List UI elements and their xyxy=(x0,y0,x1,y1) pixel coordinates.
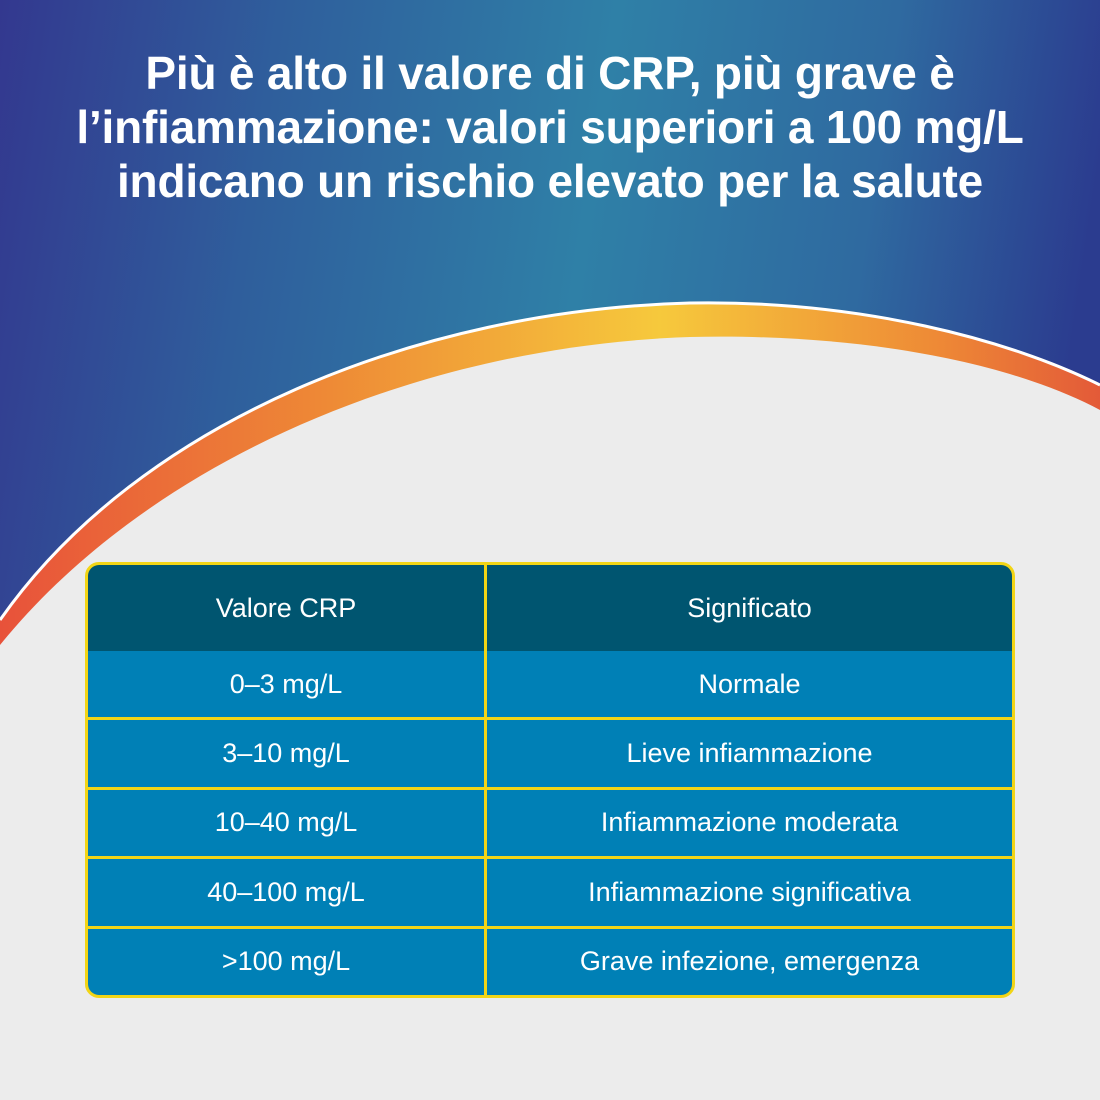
table-row xyxy=(88,926,1012,995)
table-header-row xyxy=(88,565,1012,651)
table-row xyxy=(88,651,1012,717)
table-row xyxy=(88,856,1012,925)
column-header-meaning: Significato xyxy=(487,565,1012,651)
meaning-cell: Infiammazione significativa xyxy=(487,856,1012,925)
crp-value-cell: 10–40 mg/L xyxy=(88,787,487,856)
table-row xyxy=(88,787,1012,856)
table-row xyxy=(88,717,1012,786)
column-header-value: Valore CRP xyxy=(88,565,487,651)
meaning-cell: Infiammazione moderata xyxy=(487,787,1012,856)
meaning-cell: Normale xyxy=(487,651,1012,717)
crp-value-cell: >100 mg/L xyxy=(88,926,487,995)
meaning-cell: Grave infezione, emergenza xyxy=(487,926,1012,995)
crp-value-cell: 40–100 mg/L xyxy=(88,856,487,925)
headline: Più è alto il valore di CRP, più grave è l’infiammazione: valori superiori a 100 mg/L indicano un rischio elevato per la salute xyxy=(76,47,1024,207)
meaning-cell: Lieve infiammazione xyxy=(487,717,1012,786)
crp-table xyxy=(88,565,1012,995)
crp-table-container xyxy=(85,562,1015,998)
crp-value-cell: 3–10 mg/L xyxy=(88,717,487,786)
crp-value-cell: 0–3 mg/L xyxy=(88,651,487,717)
